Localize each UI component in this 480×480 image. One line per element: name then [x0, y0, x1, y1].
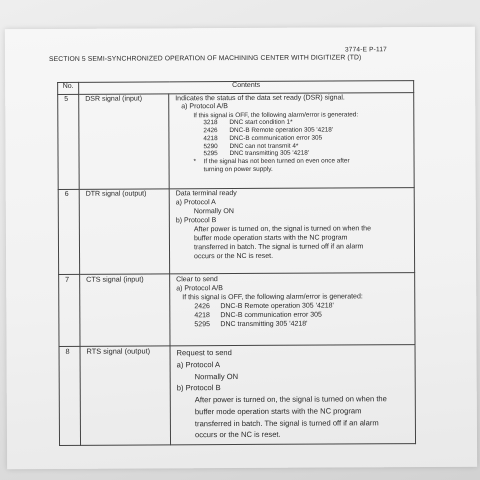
alarm-condition: If this signal is OFF, the following alarm/error is generated:: [193, 111, 359, 120]
protocol-b-text: buffer mode operation starts with the NC program: [193, 234, 348, 243]
table-row: [58, 188, 414, 275]
header-no: No.: [58, 82, 79, 94]
description-intro: Clear to send: [176, 276, 218, 284]
row-number: 5: [58, 94, 79, 189]
header-contents: Contents: [79, 81, 414, 95]
note-text: If the signal has not been turned on even once after: [203, 157, 350, 166]
protocol-b-text: transferred in batch. The signal is turned off if an alarm: [194, 417, 379, 428]
table-row: [59, 345, 416, 446]
alarm-condition: If this signal is OFF, the following alarm/error is generated:: [182, 293, 363, 302]
alarm-code: 2426: [194, 303, 210, 311]
note-mark: *: [193, 158, 197, 166]
protocol-b-text: transferred in batch. The signal is turned off if an alarm: [193, 243, 364, 251]
alarm-text: DNC transmitting 305 '4218': [220, 321, 308, 329]
alarm-code: 5295: [194, 321, 210, 329]
row-number: 6: [58, 189, 79, 274]
alarm-code: 5295: [203, 150, 218, 158]
table-row: [59, 273, 415, 347]
signal-description: [169, 188, 414, 274]
protocol-a-label: a) Protocol A: [176, 359, 221, 370]
alarm-text: DNC-B Remote operation 305 '4218': [229, 126, 334, 135]
signal-description: [169, 93, 414, 189]
description-intro: Indicates the status of the data set ready (DSR) signal.: [175, 94, 345, 103]
alarm-text: DNC-B communication error 305: [229, 134, 323, 142]
protocol-b-text: After power is turned on, the signal is turned on when the: [193, 225, 371, 234]
document-number: 3774-E P-117: [344, 46, 388, 54]
signal-description: [170, 345, 416, 445]
protocol-label: a) Protocol A/B: [181, 103, 228, 111]
signal-name: DTR signal (output): [79, 189, 169, 274]
protocol-b-label: b) Protocol B: [176, 383, 221, 393]
signal-name: CTS signal (input): [80, 274, 170, 346]
signal-description: [170, 273, 415, 346]
alarm-code: 4218: [203, 134, 218, 143]
protocol-a-text: Normally ON: [194, 371, 239, 381]
alarm-text: DNC transmitting 305 '4218': [229, 149, 310, 158]
row-number: 8: [59, 346, 81, 445]
protocol-label: a) Protocol A/B: [176, 285, 223, 293]
alarm-code-line: [176, 320, 410, 330]
description-intro: Data terminal ready: [175, 190, 237, 198]
protocol-b-text: occurs or the NC is reset.: [194, 430, 281, 440]
alarm-text: DNC-B Remote operation 305 '4218': [220, 302, 334, 311]
signal-name: RTS signal (output): [80, 346, 171, 446]
document-page: [5, 27, 477, 469]
description-intro: Request to send: [176, 348, 232, 358]
alarm-text: DNC can not transmit 4*: [229, 142, 299, 150]
alarm-code: 2426: [203, 127, 218, 135]
protocol-b-text: After power is turned on, the signal is turned on when the: [194, 394, 387, 405]
protocol-a-text: Normally ON: [193, 207, 234, 216]
signal-name: DSR signal (input): [79, 94, 169, 189]
row-number: 7: [59, 274, 80, 346]
note-text-continued: turning on power supply.: [203, 165, 273, 173]
alarm-code: 3218: [203, 119, 218, 127]
protocol-b-label: b) Protocol B: [175, 216, 217, 225]
alarm-code: 4218: [194, 312, 210, 320]
signal-table: [57, 80, 416, 446]
protocol-a-label: a) Protocol A: [175, 199, 216, 207]
section-title: SECTION 5 SEMI-SYNCHRONIZED OPERATION OF MACHINING CENTER WITH DIGITIZER (TD): [48, 54, 362, 64]
protocol-b-text: buffer mode operation starts with the NC program: [194, 406, 362, 417]
alarm-code: 5290: [203, 142, 218, 150]
alarm-text: DNC-B communication error 305: [220, 311, 322, 320]
table-row: [58, 93, 414, 190]
alarm-text: DNC start condition 1*: [229, 119, 293, 127]
protocol-b-text: occurs or the NC is reset.: [194, 252, 274, 260]
